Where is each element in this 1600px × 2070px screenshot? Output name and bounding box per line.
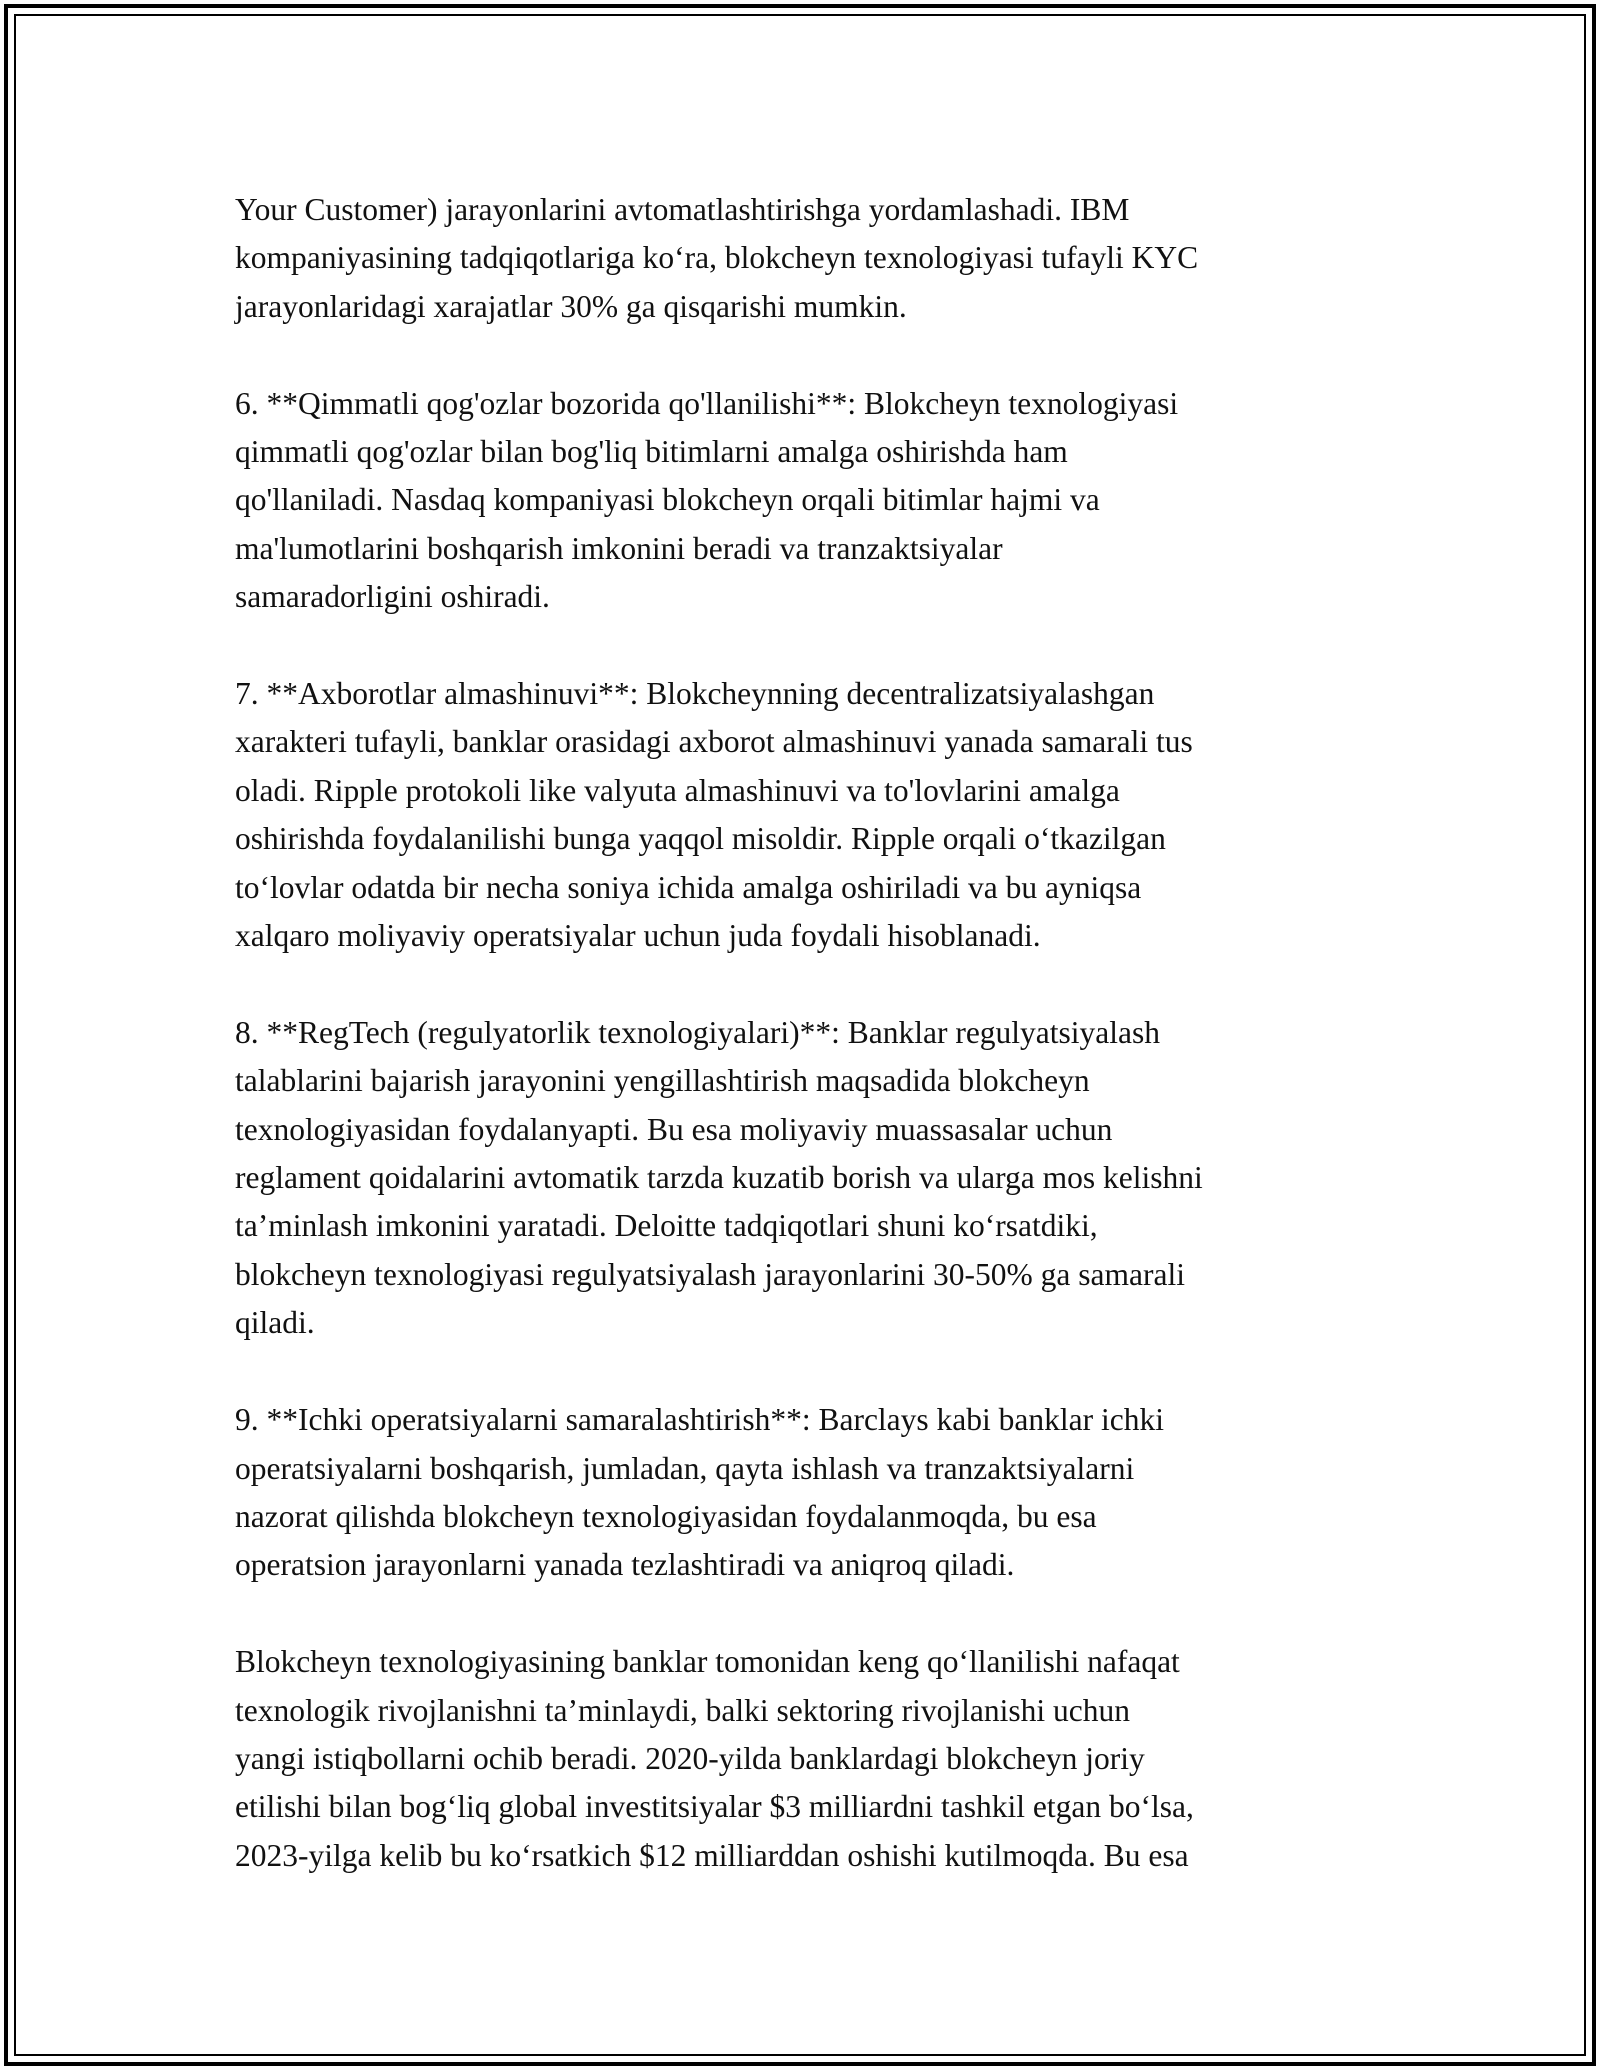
- text-line: nazorat qilishda blokcheyn texnologiyasidan foydalanmoqda, bu esa: [235, 1498, 1097, 1534]
- text-line: 8. **RegTech (regulyatorlik texnologiyalari)**: Banklar regulyatsiyalash: [235, 1014, 1161, 1050]
- text-line: to‘lovlar odatda bir necha soniya ichida amalga oshiriladi va bu ayniqsa: [235, 869, 1142, 905]
- text-line: kompaniyasining tadqiqotlariga ko‘ra, blokcheyn texnologiyasi tufayli KYC: [235, 240, 1199, 276]
- text-line: 6. **Qimmatli qog'ozlar bozorida qo'llanilishi**: Blokcheyn texnologiyasi: [235, 385, 1179, 421]
- text-line: Blokcheyn texnologiyasining banklar tomonidan keng qo‘llanilishi nafaqat: [235, 1644, 1180, 1680]
- text-line: texnologiyasidan foydalanyapti. Bu esa moliyaviy muassasalar uchun: [235, 1111, 1113, 1147]
- text-line: qimmatli qog'ozlar bilan bog'liq bitimlarni amalga oshirishda ham: [235, 434, 1068, 470]
- text-line: jarayonlaridagi xarajatlar 30% ga qisqarishi mumkin.: [235, 288, 907, 324]
- text-line: reglament qoidalarini avtomatik tarzda kuzatib borish va ularga mos kelishni: [235, 1160, 1203, 1196]
- text-line: samaradorligini oshiradi.: [235, 579, 550, 615]
- text-line: xarakteri tufayli, banklar orasidagi axborot almashinuvi yanada samarali tus: [235, 724, 1193, 760]
- text-line: oshirishda foydalanilishi bunga yaqqol misoldir. Ripple orqali o‘tkazilgan: [235, 821, 1166, 857]
- paragraph-kyc-continuation: [235, 186, 1365, 331]
- paragraph-item-6: [235, 380, 1365, 622]
- document-body: [235, 186, 1365, 1929]
- text-line: operatsion jarayonlarni yanada tezlashtiradi va aniqroq qiladi.: [235, 1547, 1015, 1583]
- text-line: xalqaro moliyaviy operatsiyalar uchun juda foydali hisoblanadi.: [235, 918, 1041, 954]
- paragraph-item-8: [235, 1009, 1365, 1348]
- paragraph-conclusion: [235, 1638, 1365, 1880]
- text-line: Your Customer) jarayonlarini avtomatlashtirishga yordamlashadi. IBM: [235, 192, 1130, 227]
- text-line: etilishi bilan bog‘liq global investitsiyalar $3 milliardni tashkil etgan bo‘lsa,: [235, 1789, 1194, 1825]
- text-line: blokcheyn texnologiyasi regulyatsiyalash jarayonlarini 30-50% ga samarali: [235, 1256, 1185, 1292]
- text-line: texnologik rivojlanishni ta’minlaydi, balki sektoring rivojlanishi uchun: [235, 1692, 1130, 1728]
- text-line: talablarini bajarish jarayonini yengillashtirish maqsadida blokcheyn: [235, 1063, 1090, 1099]
- text-line: ta’minlash imkonini yaratadi. Deloitte tadqiqotlari shuni ko‘rsatdiki,: [235, 1208, 1098, 1244]
- text-line: 9. **Ichki operatsiyalarni samaralashtirish**: Barclays kabi banklar ichki: [235, 1402, 1164, 1438]
- text-line: yangi istiqbollarni ochib beradi. 2020-yilda banklardagi blokcheyn joriy: [235, 1740, 1145, 1776]
- text-line: 7. **Axborotlar almashinuvi**: Blokcheynning decentralizatsiyalashgan: [235, 676, 1155, 712]
- text-line: 2023-yilga kelib bu ko‘rsatkich $12 milliarddan oshishi kutilmoqda. Bu esa: [235, 1837, 1189, 1873]
- text-line: qiladi.: [235, 1305, 315, 1341]
- text-line: qo'llaniladi. Nasdaq kompaniyasi blokcheyn orqali bitimlar hajmi va: [235, 482, 1100, 518]
- text-line: oladi. Ripple protokoli like valyuta almashinuvi va to'lovlarini amalga: [235, 772, 1120, 808]
- text-line: ma'lumotlarini boshqarish imkonini beradi va tranzaktsiyalar: [235, 530, 1003, 566]
- text-line: operatsiyalarni boshqarish, jumladan, qayta ishlash va tranzaktsiyalarni: [235, 1450, 1135, 1486]
- paragraph-item-7: [235, 670, 1365, 960]
- paragraph-item-9: [235, 1396, 1365, 1590]
